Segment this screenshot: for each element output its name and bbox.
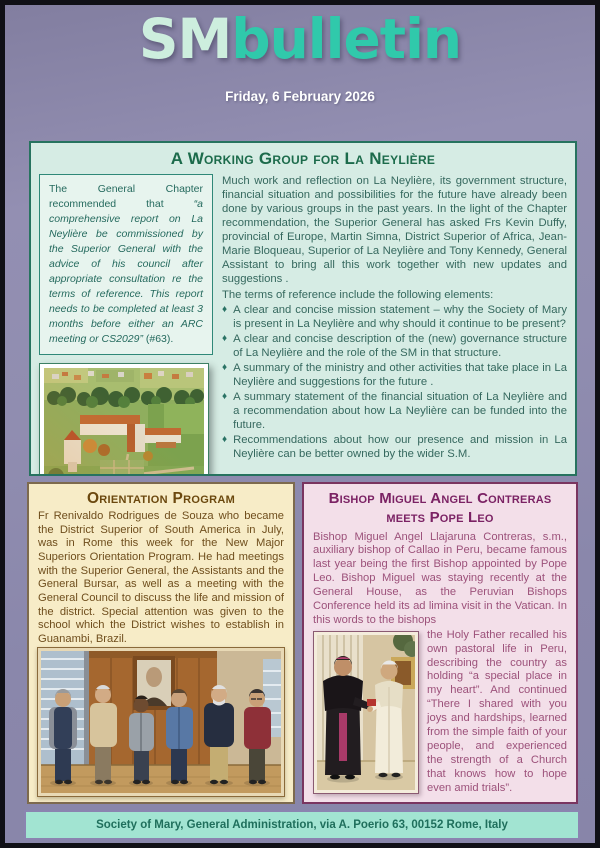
main-article-columns — [39, 174, 567, 476]
diamond-bullet-icon: ♦ — [222, 333, 228, 344]
bullet-item: ♦ A clear and concise mission statement – why the Society of Mary is present in La Neylière and why should it continue to be present? — [222, 304, 567, 330]
bishop-body-part2: the Holy Father recalled his own pastoral life in Peru, describing the country as holding “a special place in my heart”. And continued “There I shared with you joys and hardships, learned from the simple faith of your people, and experienced the strength of a Church that knows how to hope even amid trials”. — [427, 628, 567, 794]
dateline: Friday, 6 February 2026 — [225, 89, 375, 104]
pope-photo-frame — [313, 631, 419, 794]
quote-ref: (#63). — [142, 333, 174, 345]
main-article-text-column — [222, 174, 567, 476]
diamond-bullet-icon: ♦ — [222, 434, 228, 445]
diamond-bullet-icon: ♦ — [222, 304, 228, 315]
bulletin-canvas — [5, 5, 595, 843]
group-photo-new-major-superiors — [41, 651, 281, 793]
masthead — [5, 7, 595, 71]
chapter-quote-box — [39, 174, 213, 355]
group-photo-frame — [37, 647, 285, 797]
aerial-photo-frame — [39, 363, 209, 476]
masthead-suffix: bulletin — [231, 7, 462, 71]
aerial-photo-la-neyliere — [44, 368, 204, 476]
masthead-prefix: SM — [138, 7, 232, 71]
bishop-article-title: Bishop Miguel Angel Contreras meets Pope Leo — [328, 490, 552, 526]
main-article-box — [29, 141, 577, 476]
bishop-meets-pope-photo — [317, 635, 415, 790]
bullet-item: ♦ A summary of the ministry and other activities that take place in La Neylière and suggestions for the future . — [222, 362, 567, 388]
footer-bar — [24, 810, 580, 840]
footer-address: Society of Mary, General Administration, via A. Poerio 63, 00152 Rome, Italy — [96, 819, 508, 831]
orientation-body: Fr Renivaldo Rodrigues de Souza who became the District Superior of South America in July, was in Rome this week for the New Major Superiors Orientation Program. He had meetings with the Superior General, the Assistants and the General Bursar, as well as a meeting with the General Council to discuss the life and mission of the district. Special attention was given to the school which the District wishes to establish in Guanambi, Brazil. — [38, 510, 284, 645]
quote-lead: The General Chapter recommended that — [49, 183, 203, 210]
bishop-body-part1: Bishop Miguel Angel Llajaruna Contreras, s.m., auxiliary bishop of Callao in Peru, became famous last year being the first Bishop appointed by Pope Leo. Bishop Miguel was staying recently at the General House, as the Peruvian Bishops Conference held its ad limina visit in the Vatican. In this words to the bishops — [313, 530, 567, 626]
main-article-title: A Working Group for La Neylière — [170, 149, 436, 168]
orientation-title: Orientation Program — [86, 490, 236, 507]
bullet-item: ♦ A summary statement of the financial situation of La Neylière and a recommendation about how La Neylière can be funded into the future. — [222, 391, 567, 431]
bishop-article-box — [302, 482, 578, 804]
main-article-left-column — [39, 174, 213, 476]
quote-italic: “a comprehensive report on La Neylière be commissioned by the Superior General with the advice of his council after appropriate consultation re the terms of reference. This report needs to be completed at least 3 months before either an ARC meeting or CS2029” — [49, 198, 203, 345]
diamond-bullet-icon: ♦ — [222, 362, 228, 373]
diamond-bullet-icon: ♦ — [222, 391, 228, 402]
orientation-program-box — [27, 482, 295, 804]
main-article-paragraph: Much work and reflection on La Neylière, its government structure, financial situation and possibilities for the future have already been done by various groups in the past years. In the light of the Chapter recommendation, the Superior General has asked Frs Kevin Duffy, provincial of Europe, Martin Simna, District Superior of Africa, Jean-Marie Bloqueau, Superior of La Neylière and Tony Kennedy, General Assistant to bring all this work together with new updates and suggestions . — [222, 175, 567, 285]
terms-bullet-list — [222, 303, 567, 461]
bishop-body-wrap — [313, 629, 567, 796]
bullet-item: ♦ A clear and concise description of the (new) governance structure of La Neylière and the role of the SM in that structure. — [222, 333, 567, 359]
bullet-item: ♦ Recommendations about how our presence and mission in La Neylière can be better owned by the wider S.M. — [222, 434, 567, 460]
terms-intro: The terms of reference include the following elements: — [222, 289, 494, 301]
